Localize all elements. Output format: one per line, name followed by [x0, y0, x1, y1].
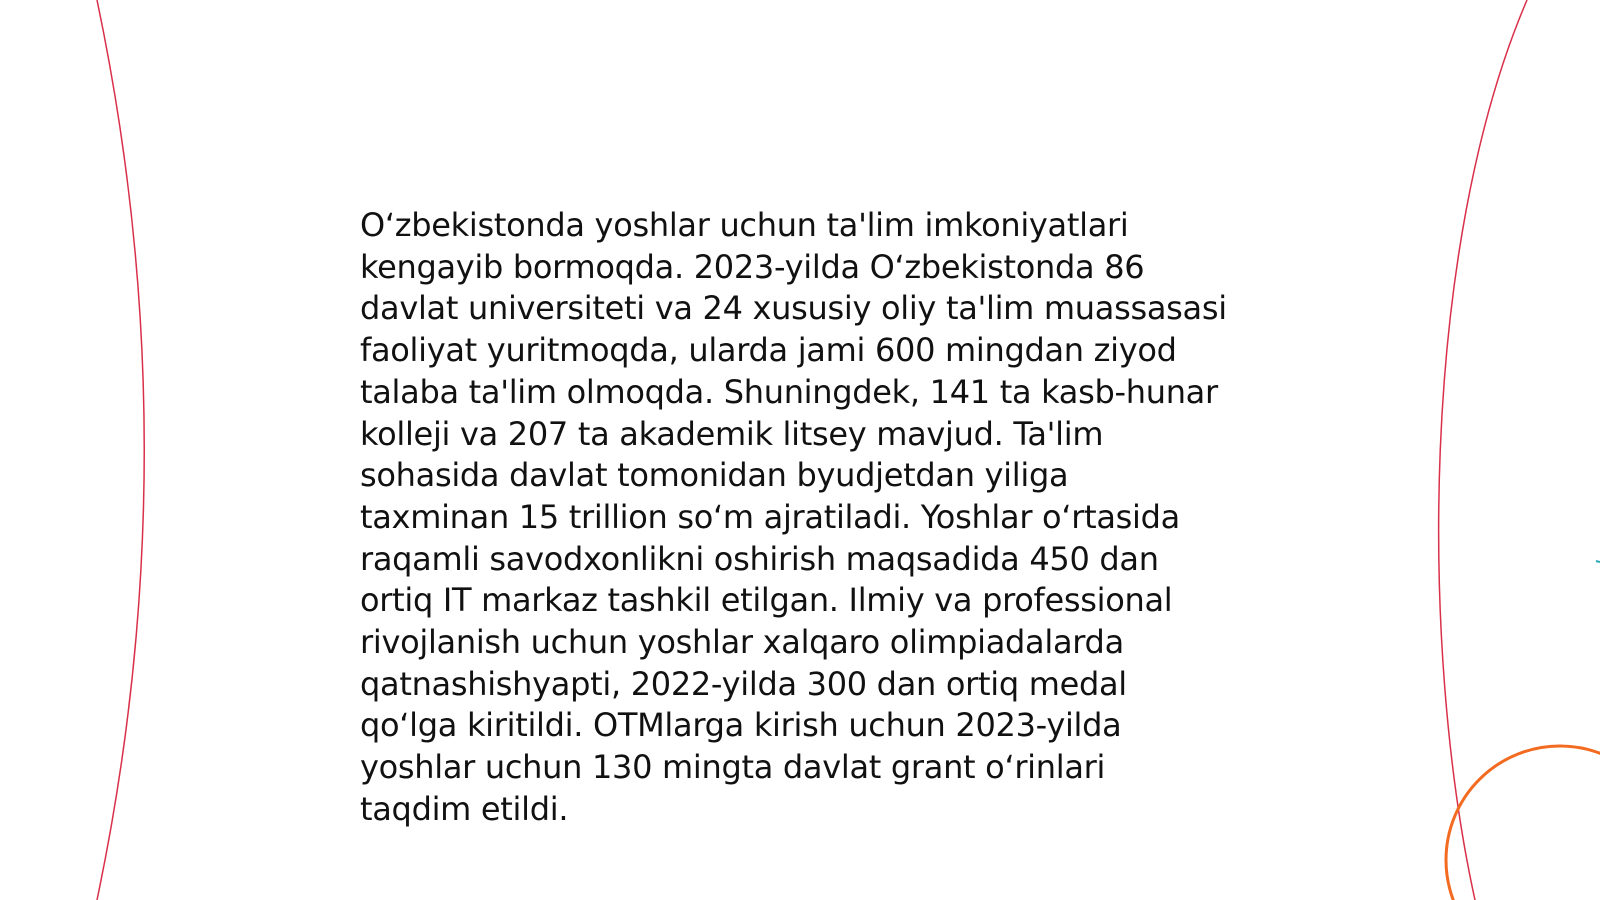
orange-circle-outline: [1446, 746, 1600, 900]
paragraph-line: taxminan 15 trillion so‘m ajratiladi. Yoshlar o‘rtasida: [360, 497, 1180, 536]
body-paragraph: [360, 205, 1260, 831]
paragraph-line: sohasida davlat tomonidan byudjetdan yiliga: [360, 456, 1069, 495]
paragraph-line: faoliyat yuritmoqda, ularda jami 600 mingdan ziyod: [360, 331, 1177, 370]
left-curve-line: [97, 0, 144, 900]
right-curve-line: [1439, 0, 1527, 900]
paragraph-line: taqdim etildi.: [360, 789, 569, 828]
paragraph-line: raqamli savodxonlikni oshirish maqsadida 450 dan: [360, 539, 1159, 578]
paragraph-line: qo‘lga kiritildi. OTMlarga kirish uchun 2023-yilda: [360, 706, 1122, 745]
paragraph-line: talaba ta'lim olmoqda. Shuningdek, 141 ta kasb-hunar: [360, 372, 1218, 411]
paragraph-line: kolleji va 207 ta akademik litsey mavjud. Ta'lim: [360, 414, 1104, 453]
paragraph-line: O‘zbekistonda yoshlar uchun ta'lim imkoniyatlari: [360, 206, 1129, 244]
paragraph-line: davlat universiteti va 24 xususiy oliy ta'lim muassasasi: [360, 289, 1227, 328]
paragraph-line: qatnashishyapti, 2022-yilda 300 dan ortiq medal: [360, 664, 1127, 703]
paragraph-line: yoshlar uchun 130 mingta davlat grant o‘rinlari: [360, 748, 1106, 787]
paragraph-line: kengayib bormoqda. 2023-yilda O‘zbekistonda 86: [360, 247, 1145, 286]
teal-accent-mark: [1596, 561, 1600, 562]
paragraph-line: ortiq IT markaz tashkil etilgan. Ilmiy va professional: [360, 581, 1173, 620]
paragraph-line: rivojlanish uchun yoshlar xalqaro olimpiadalarda: [360, 623, 1124, 662]
